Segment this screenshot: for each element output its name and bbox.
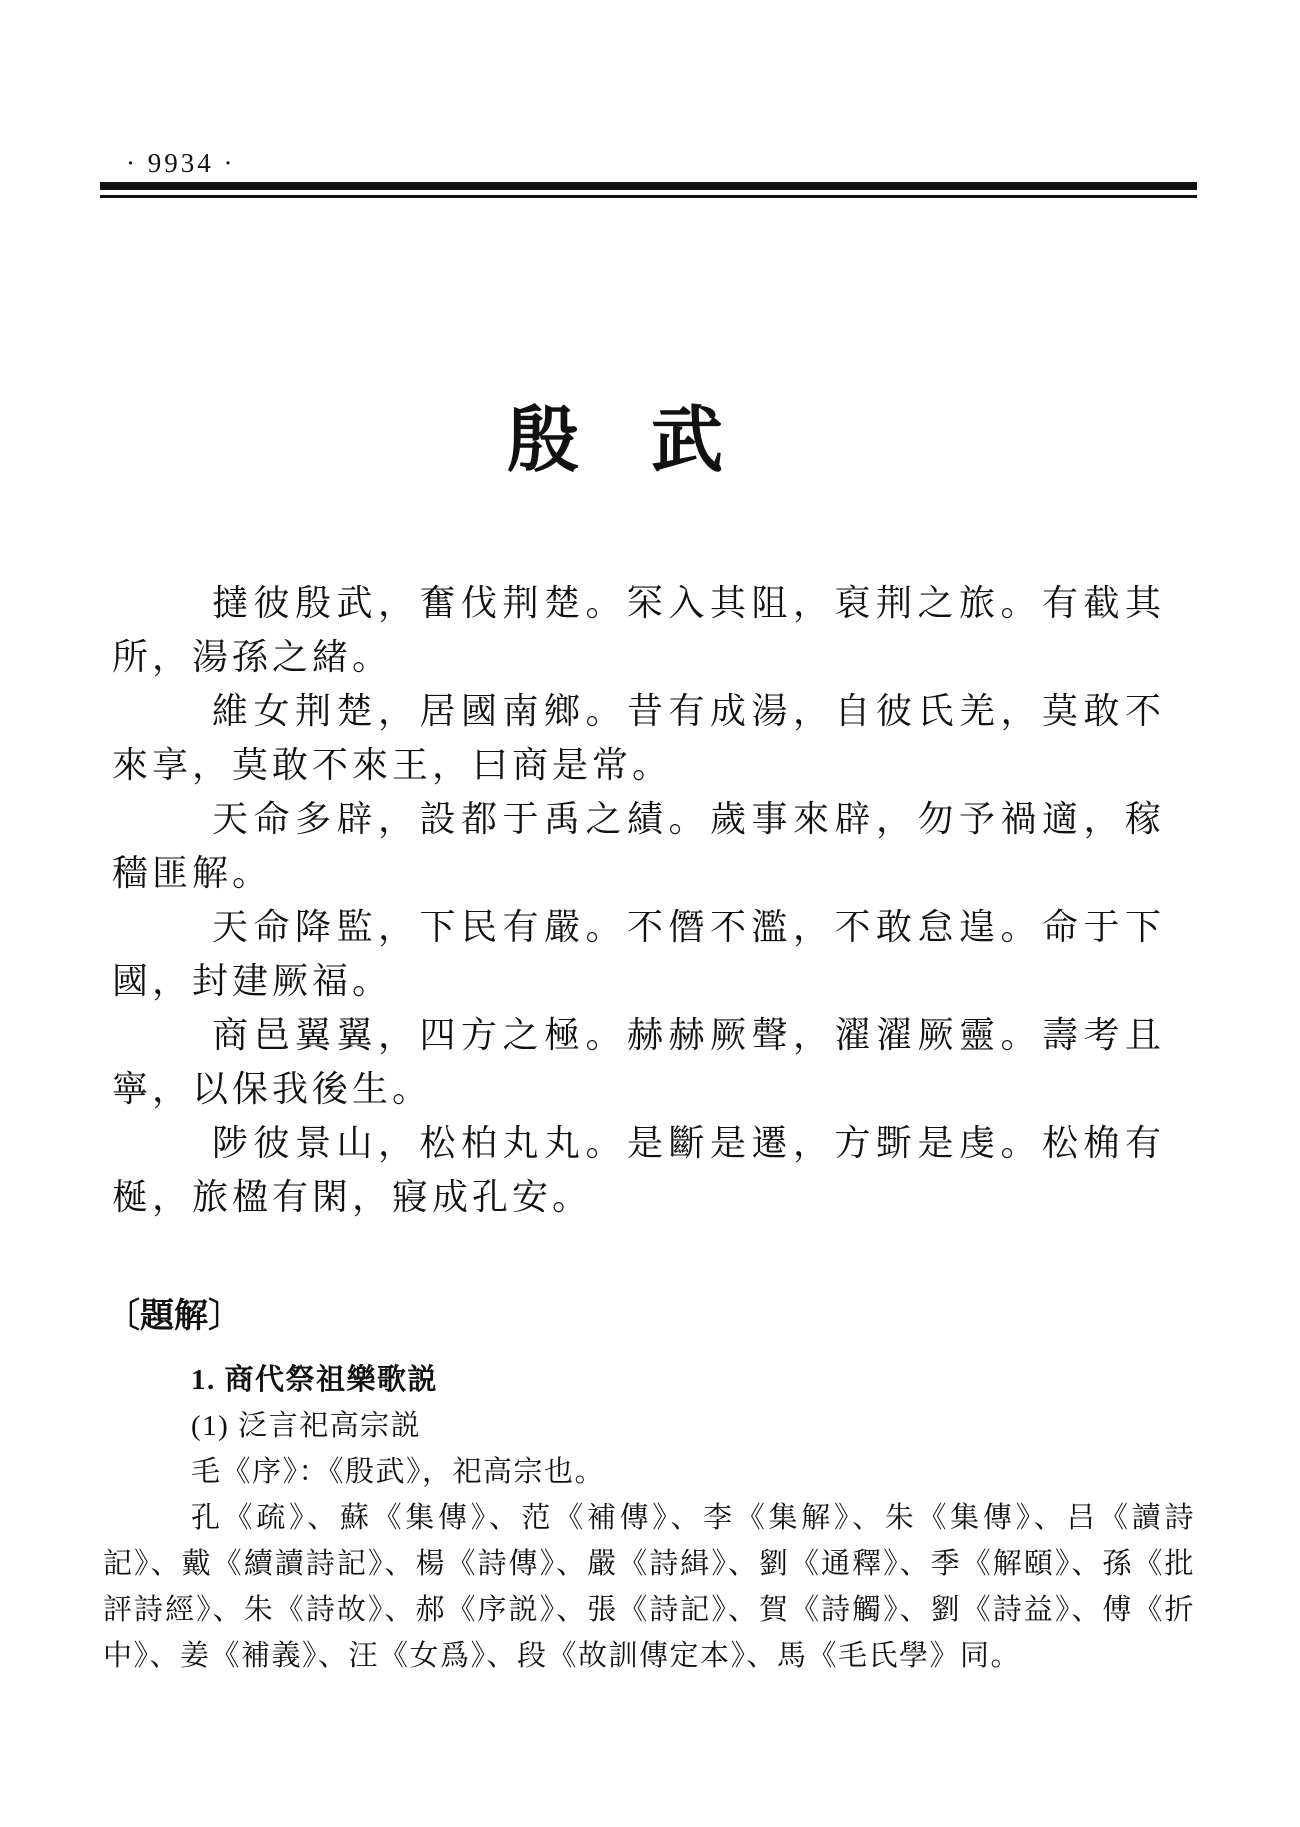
poem-stanza-3: 天命多辟，設都于禹之績。歲事來辟，勿予禍適，稼穡匪解。 — [112, 799, 1165, 893]
poem-stanza-2: 維女荆楚，居國南鄉。昔有成湯，自彼氏羌，莫敢不來享，莫敢不來王，曰商是常。 — [112, 691, 1165, 785]
poem-stanza-5: 商邑翼翼，四方之極。赫赫厥聲，濯濯厥靈。壽考且寧，以保我後生。 — [112, 1015, 1165, 1109]
header-rule-thin — [100, 195, 1197, 198]
commentary-mao-preface-line: 毛《序》：《殷武》，祀高宗也。 — [191, 1456, 606, 1488]
tijie-section-heading: 〔題解〕 — [106, 1298, 242, 1335]
poem-title: 殷 武 — [506, 401, 723, 481]
poem-stanza-1: 撻彼殷武，奮伐荆楚。罙入其阻，裒荆之旅。有截其所，湯孫之緒。 — [112, 583, 1165, 677]
poem-stanza-4: 天命降監，下民有嚴。不僭不濫，不敢怠遑。命于下國，封建厥福。 — [112, 907, 1165, 1001]
header-rule-thick — [100, 182, 1197, 190]
page-number: · 9934 · — [126, 148, 236, 178]
commentary-item-1-heading: 1. 商代祭祖樂歌説 — [191, 1364, 439, 1396]
commentary-item-1-subheading: (1) 泛言祀高宗説 — [191, 1410, 422, 1442]
poem-text — [112, 576, 1165, 1224]
commentary-agreement-paragraph: 孔《疏》、蘇《集傳》、范《補傳》、李《集解》、朱《集傳》、吕《讀詩記》、戴《續讀詩記》、楊《詩傳》、嚴《詩緝》、劉《通釋》、季《解頤》、孫《批評詩經》、朱《詩故》、郝《序説》、張《詩記》、賀《詩觸》、劉《詩益》、傅《折中》、姜《補義》、汪《女爲》、段《故訓傳定本》、馬《毛氏學》同。 — [103, 1502, 1195, 1672]
commentary-section — [103, 1357, 1195, 1679]
poem-stanza-6: 陟彼景山，松柏丸丸。是斷是遷，方斲是虔。松桷有梴，旅楹有閑，寢成孔安。 — [112, 1123, 1165, 1217]
